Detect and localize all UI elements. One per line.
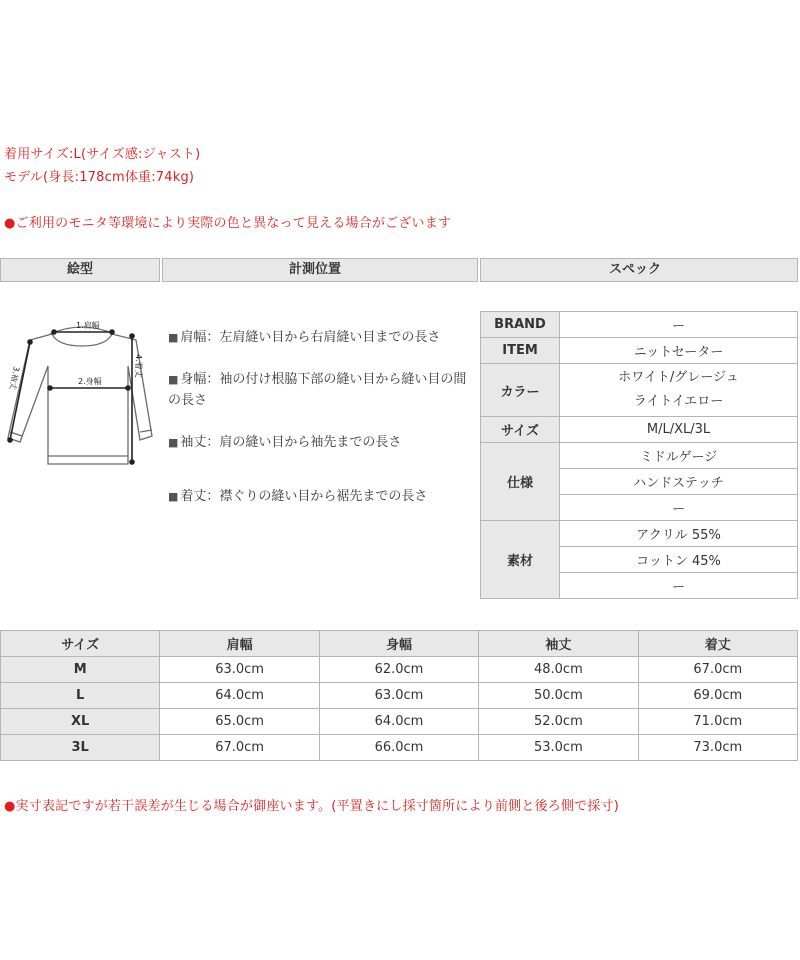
size-cell: XL bbox=[1, 709, 160, 735]
size-cell: 48.0cm bbox=[479, 657, 638, 683]
header-measurement-label: 計測位置 bbox=[289, 262, 342, 277]
desc-sleeve bbox=[168, 432, 473, 453]
spec-color-label: カラー bbox=[481, 364, 560, 417]
desc-body-text: 身幅：袖の付け根脇下部の縫い目から縫い目の間の長さ bbox=[168, 372, 467, 408]
spec-row-size bbox=[481, 417, 798, 443]
spec-item-value: ニットセーター bbox=[560, 338, 798, 364]
desc-shoulder bbox=[168, 327, 473, 348]
size-cell: 50.0cm bbox=[479, 683, 638, 709]
model-stats: モデル(身長:178cm体重:74kg) bbox=[4, 170, 195, 185]
spec-row-material bbox=[481, 521, 798, 547]
header-shape bbox=[0, 258, 160, 282]
spec-row-detail bbox=[481, 443, 798, 469]
size-cell: 66.0cm bbox=[319, 735, 478, 761]
spec-detail-value-2: ハンドステッチ bbox=[560, 469, 798, 495]
table-row bbox=[1, 657, 798, 683]
size-cell: 67.0cm bbox=[638, 657, 797, 683]
table-row bbox=[1, 683, 798, 709]
size-cell: 65.0cm bbox=[160, 709, 319, 735]
desc-length bbox=[168, 486, 473, 507]
size-cell: M bbox=[1, 657, 160, 683]
sleeve-measure-line bbox=[7, 342, 30, 440]
spec-row-item bbox=[481, 338, 798, 364]
desc-bullet: ■ bbox=[168, 436, 179, 449]
table-row bbox=[1, 735, 798, 761]
size-cell: 3L bbox=[1, 735, 160, 761]
size-header-shoulder: 肩幅 bbox=[160, 631, 319, 657]
desc-shoulder-text: 肩幅：左肩縫い目から右肩縫い目までの長さ bbox=[180, 330, 441, 345]
table-row bbox=[1, 709, 798, 735]
size-cell: L bbox=[1, 683, 160, 709]
spec-size-label: サイズ bbox=[481, 417, 560, 443]
desc-sleeve-text: 袖丈：肩の縫い目から袖先までの長さ bbox=[180, 435, 402, 450]
size-header-size: サイズ bbox=[1, 631, 160, 657]
header-spec bbox=[480, 258, 798, 282]
spec-table bbox=[480, 311, 798, 599]
measure-lines bbox=[8, 330, 134, 464]
header-shape-label: 絵型 bbox=[67, 262, 94, 277]
desc-bullet: ■ bbox=[168, 373, 179, 386]
spec-material-value-3: ー bbox=[560, 573, 798, 599]
label-length: 4.着丈 bbox=[134, 354, 143, 378]
desc-body bbox=[168, 369, 473, 411]
model-size-worn: 着用サイズ:L(サイズ感:ジャスト) bbox=[4, 147, 201, 162]
size-cell: 64.0cm bbox=[319, 709, 478, 735]
size-cell: 63.0cm bbox=[160, 657, 319, 683]
spec-item-label: ITEM bbox=[481, 338, 560, 364]
spec-size-value: M/L/XL/3L bbox=[560, 417, 798, 443]
spec-material-label: 素材 bbox=[481, 521, 560, 599]
color-disclaimer: ●ご利用のモニタ等環境により実際の色と異なって見える場合がございます bbox=[4, 216, 452, 231]
spec-detail-value-1: ミドルゲージ bbox=[560, 443, 798, 469]
size-cell: 52.0cm bbox=[479, 709, 638, 735]
spec-row-color bbox=[481, 364, 798, 417]
size-cell: 73.0cm bbox=[638, 735, 797, 761]
measurement-disclaimer: ●実寸表記ですが若干誤差が生じる場合が御座います。(平置きにし採寸箇所により前側と後ろ側で採寸) bbox=[4, 799, 620, 814]
label-sleeve: 3.袖丈 bbox=[7, 365, 21, 391]
size-table-header-row bbox=[1, 631, 798, 657]
size-cell: 62.0cm bbox=[319, 657, 478, 683]
spec-color-value bbox=[560, 364, 798, 417]
spec-brand-label: BRAND bbox=[481, 312, 560, 338]
header-spec-label: スペック bbox=[609, 262, 662, 277]
size-header-length: 着丈 bbox=[638, 631, 797, 657]
size-cell: 71.0cm bbox=[638, 709, 797, 735]
header-measurement bbox=[162, 258, 478, 282]
size-table bbox=[0, 630, 798, 761]
size-header-body: 身幅 bbox=[319, 631, 478, 657]
spec-detail-value-3: ー bbox=[560, 495, 798, 521]
size-cell: 69.0cm bbox=[638, 683, 797, 709]
desc-bullet: ■ bbox=[168, 331, 179, 344]
spec-color-value-1: ホワイト/グレージュ bbox=[618, 370, 739, 385]
label-body: 2.身幅 bbox=[78, 377, 102, 386]
spec-color-value-2: ライトイエロー bbox=[633, 394, 724, 409]
size-cell: 63.0cm bbox=[319, 683, 478, 709]
spec-detail-label: 仕様 bbox=[481, 443, 560, 521]
size-cell: 67.0cm bbox=[160, 735, 319, 761]
spec-row-brand bbox=[481, 312, 798, 338]
size-cell: 64.0cm bbox=[160, 683, 319, 709]
spec-material-value-2: コットン 45% bbox=[560, 547, 798, 573]
size-header-sleeve: 袖丈 bbox=[479, 631, 638, 657]
sweater-diagram bbox=[0, 306, 165, 476]
desc-length-text: 着丈：襟ぐりの縫い目から裾先までの長さ bbox=[180, 489, 428, 504]
spec-brand-value: ー bbox=[560, 312, 798, 338]
spec-material-value-1: アクリル 55% bbox=[560, 521, 798, 547]
size-cell: 53.0cm bbox=[479, 735, 638, 761]
desc-bullet: ■ bbox=[168, 490, 179, 503]
label-shoulder: 1.肩幅 bbox=[76, 321, 100, 330]
